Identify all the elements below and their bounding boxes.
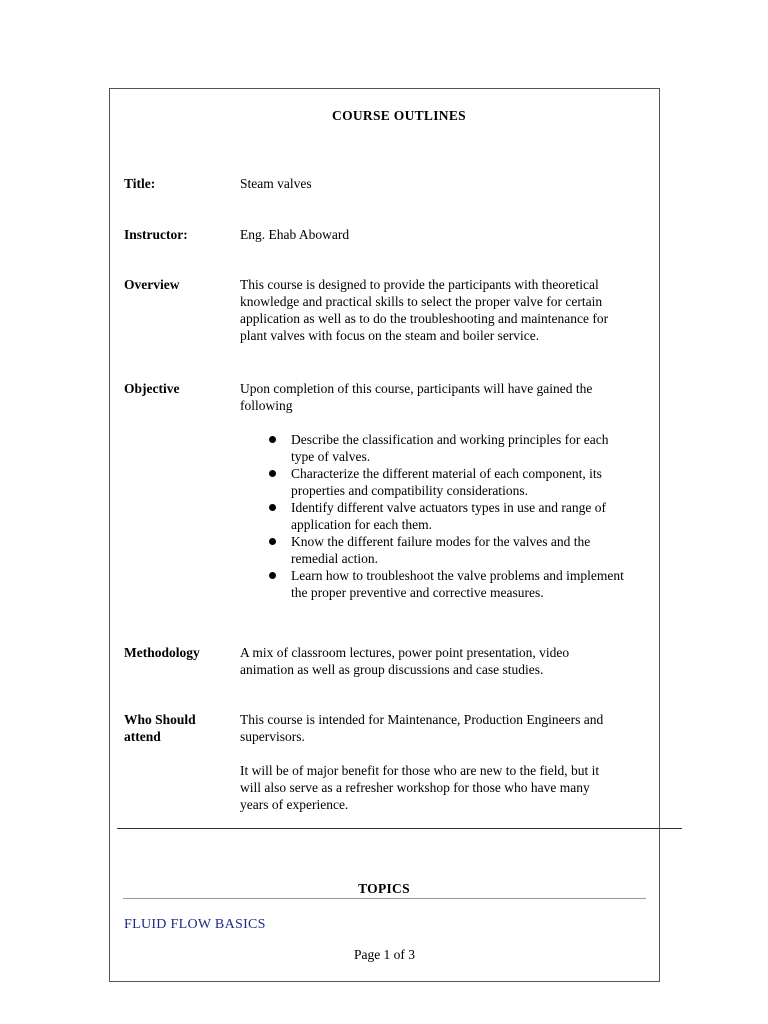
bullet-dot-icon <box>269 538 276 545</box>
who-should-attend-text <box>240 711 675 813</box>
who-label-line: attend <box>124 729 161 744</box>
objective-bullet <box>240 465 680 499</box>
who-label-line: Who Should <box>124 712 196 727</box>
bullet-dot-icon <box>269 504 276 511</box>
who-para2-line: will also serve as a refresher workshop for those who have many <box>240 780 590 795</box>
bullet-line: remedial action. <box>291 551 378 566</box>
page-title: COURSE OUTLINES <box>332 108 466 123</box>
bullet-line: Learn how to troubleshoot the valve problems and implement <box>291 568 624 583</box>
overview-line: plant valves with focus on the steam and boiler service. <box>240 328 540 343</box>
topics-heading: TOPICS <box>358 881 410 896</box>
topic-fluid-flow-basics[interactable]: FLUID FLOW BASICS <box>124 917 266 932</box>
objective-list <box>240 431 680 601</box>
objective-intro-line: following <box>240 398 293 413</box>
bullet-line: type of valves. <box>291 449 371 464</box>
bullet-dot-icon <box>269 470 276 477</box>
bullet-line: the proper preventive and corrective measures. <box>291 585 544 600</box>
bullet-line: Identify different valve actuators types in use and range of <box>291 500 607 515</box>
overview-line: knowledge and practical skills to select the proper valve for certain <box>240 294 603 309</box>
who-para1-line: This course is intended for Maintenance, Production Engineers and <box>240 712 604 727</box>
topics-divider <box>123 898 646 899</box>
objective-intro <box>240 380 675 414</box>
objective-bullet <box>240 533 680 567</box>
methodology-label: Methodology <box>124 645 200 660</box>
bullet-dot-icon <box>269 436 276 443</box>
bullet-line: Describe the classification and working principles for each <box>291 432 609 447</box>
title-label: Title: <box>124 176 156 191</box>
instructor-label: Instructor: <box>124 227 188 242</box>
who-para2-line: years of experience. <box>240 797 349 812</box>
methodology-line: animation as well as group discussions and case studies. <box>240 662 544 677</box>
methodology-text <box>240 644 675 678</box>
objective-bullet <box>240 431 680 465</box>
who-should-attend-label <box>124 711 234 745</box>
objective-intro-line: Upon completion of this course, participants will have gained the <box>240 381 593 396</box>
bullet-dot-icon <box>269 572 276 579</box>
title-value: Steam valves <box>240 176 312 191</box>
page-number: Page 1 of 3 <box>353 947 416 962</box>
section-divider <box>117 828 682 829</box>
overview-text <box>240 276 675 344</box>
bullet-line: Characterize the different material of each component, its <box>291 466 602 481</box>
bullet-line: application for each them. <box>291 517 432 532</box>
overview-label: Overview <box>124 277 180 292</box>
who-para1-line: supervisors. <box>240 729 305 744</box>
overview-line: This course is designed to provide the participants with theoretical <box>240 277 599 292</box>
methodology-line: A mix of classroom lectures, power point presentation, video <box>240 645 570 660</box>
overview-line: application as well as to do the troubleshooting and maintenance for <box>240 311 609 326</box>
objective-label: Objective <box>124 381 180 396</box>
objective-bullet <box>240 567 680 601</box>
instructor-value: Eng. Ehab Aboward <box>240 227 350 242</box>
objective-bullet <box>240 499 680 533</box>
bullet-line: Know the different failure modes for the valves and the <box>291 534 591 549</box>
bullet-line: properties and compatibility considerations. <box>291 483 528 498</box>
who-para2-line: It will be of major benefit for those who are new to the field, but it <box>240 763 600 778</box>
